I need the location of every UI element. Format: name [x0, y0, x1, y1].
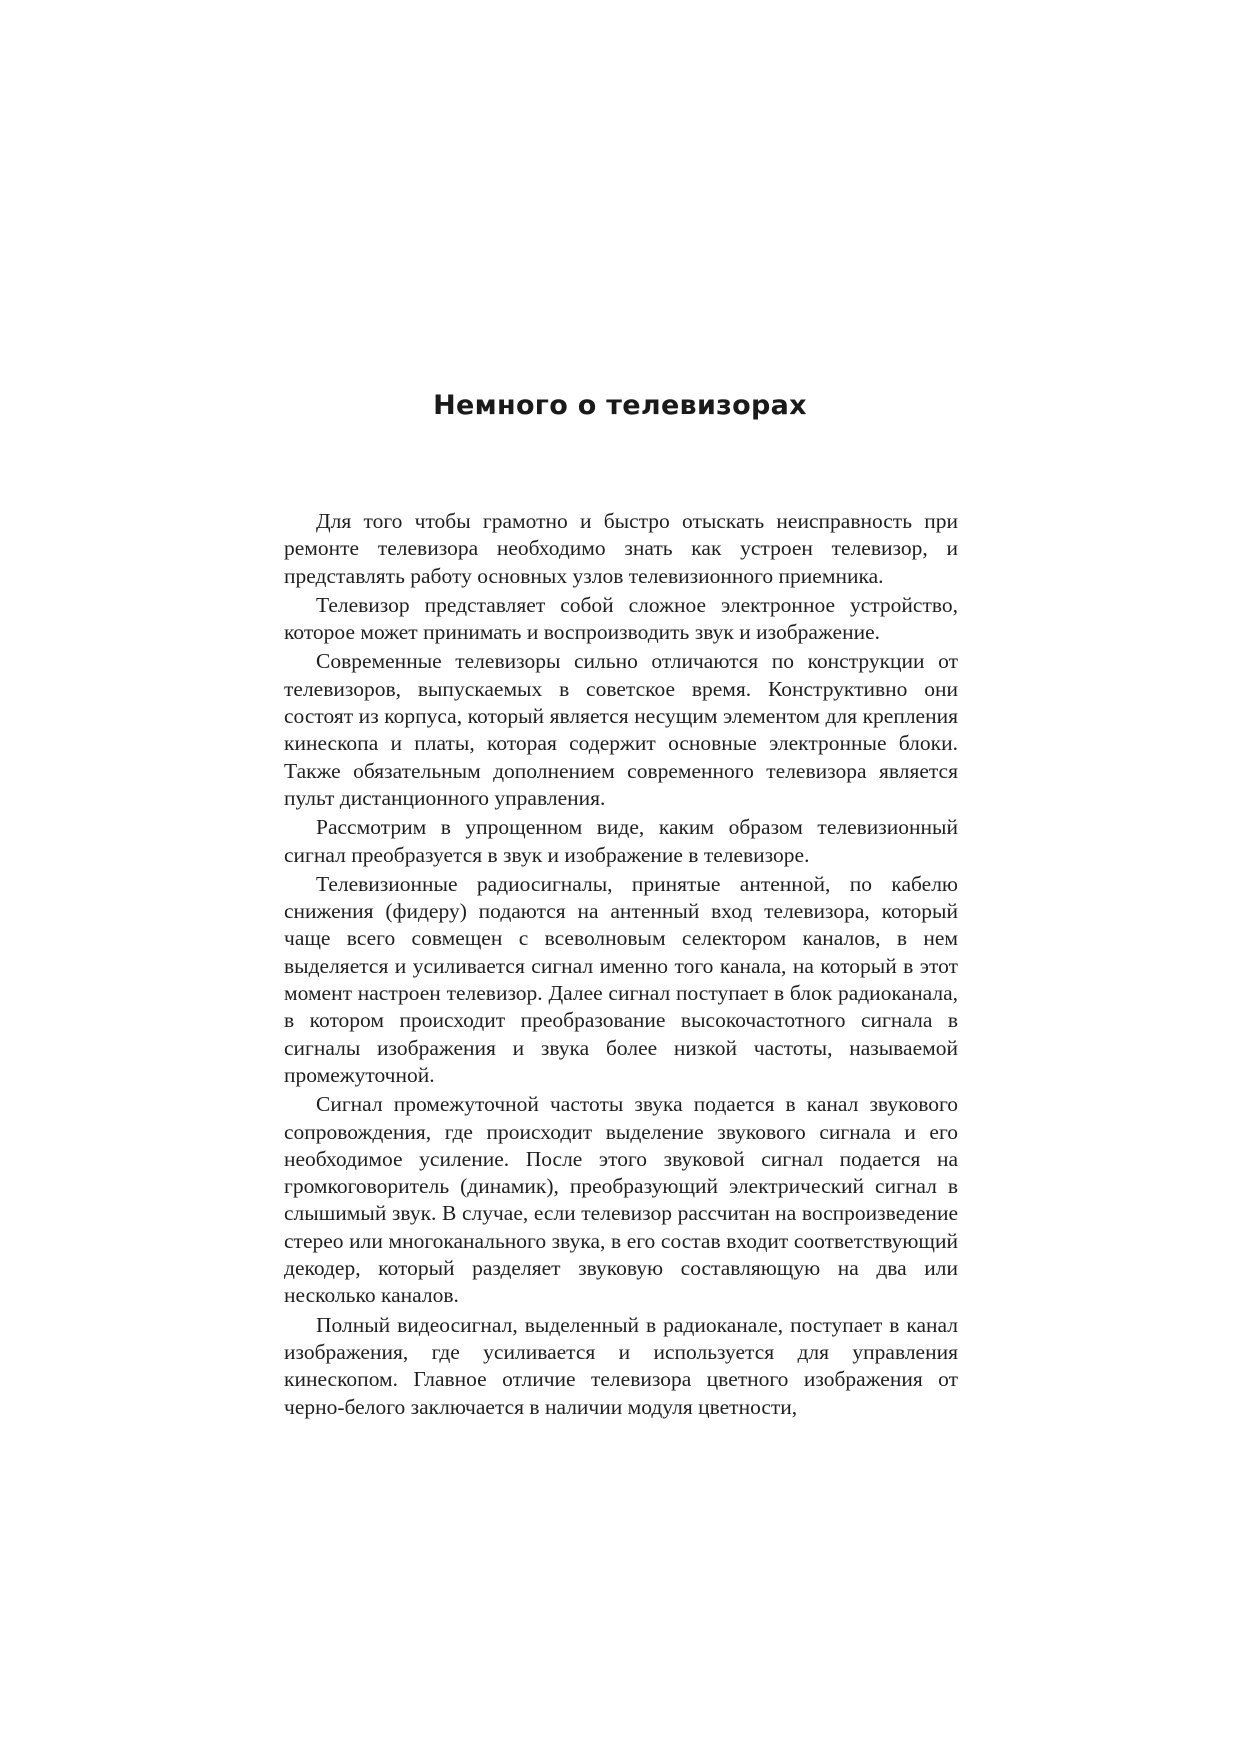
paragraph: Полный видеосигнал, выделенный в радиоканале, поступает в канал изображения, где усиливается и используется для управления кинескопом. Главное отличие телевизора цветного изображения от черно-белого заключается в наличии модуля цветности, [284, 1312, 958, 1419]
paragraph: Рассмотрим в упрощенном виде, каким образом телевизионный сигнал преобразуется в звук и изображение в телевизоре. [284, 815, 958, 867]
paragraph: Для того чтобы грамотно и быстро отыскать неисправность при ремонте телевизора необходимо знать как устроен телевизор, и представлять работу основных узлов телевизионного приемника. [284, 509, 958, 588]
paragraph: Современные телевизоры сильно отличаются по конструкции от телевизоров, выпускаемых в советское время. Конструктивно они состоят из корпуса, который является несущим элементом для крепления кинескопа и платы, которая содержит основные электронные блоки. Также обязательным дополнением современного телевизора является пульт дистанционного управления. [284, 649, 958, 810]
paragraph: Сигнал промежуточной частоты звука подается в канал звукового сопровождения, где происходит выделение звукового сигнала и его необходимое усиление. После этого звуковой сигнал подается на громкоговоритель (динамик), преобразующий электрический сигнал в слышимый звук. В случае, если телевизор рассчитан на воспроизведение стерео или многоканального звука, в его состав входит соответствующий декодер, который разделяет звуковую составляющую на два или несколько каналов. [284, 1092, 958, 1308]
paragraph: Телевизионные радиосигналы, принятые антенной, по кабелю снижения (фидеру) подаются на антенный вход телевизора, который чаще всего совмещен с всеволновым селектором каналов, в нем выделяется и усиливается сигнал именно того канала, на который в этот момент настроен телевизор. Далее сигнал поступает в блок радиоканала, в котором происходит преобразование высокочастотного сигнала в сигналы изображения и звука более низкой частоты, называемой промежуточной. [284, 871, 958, 1087]
body-text [284, 508, 958, 1423]
chapter-title: Немного о телевизорах [433, 390, 807, 421]
paragraph: Телевизор представляет собой сложное электронное устройство, которое может принимать и воспроизводить звук и изображение. [284, 592, 958, 645]
